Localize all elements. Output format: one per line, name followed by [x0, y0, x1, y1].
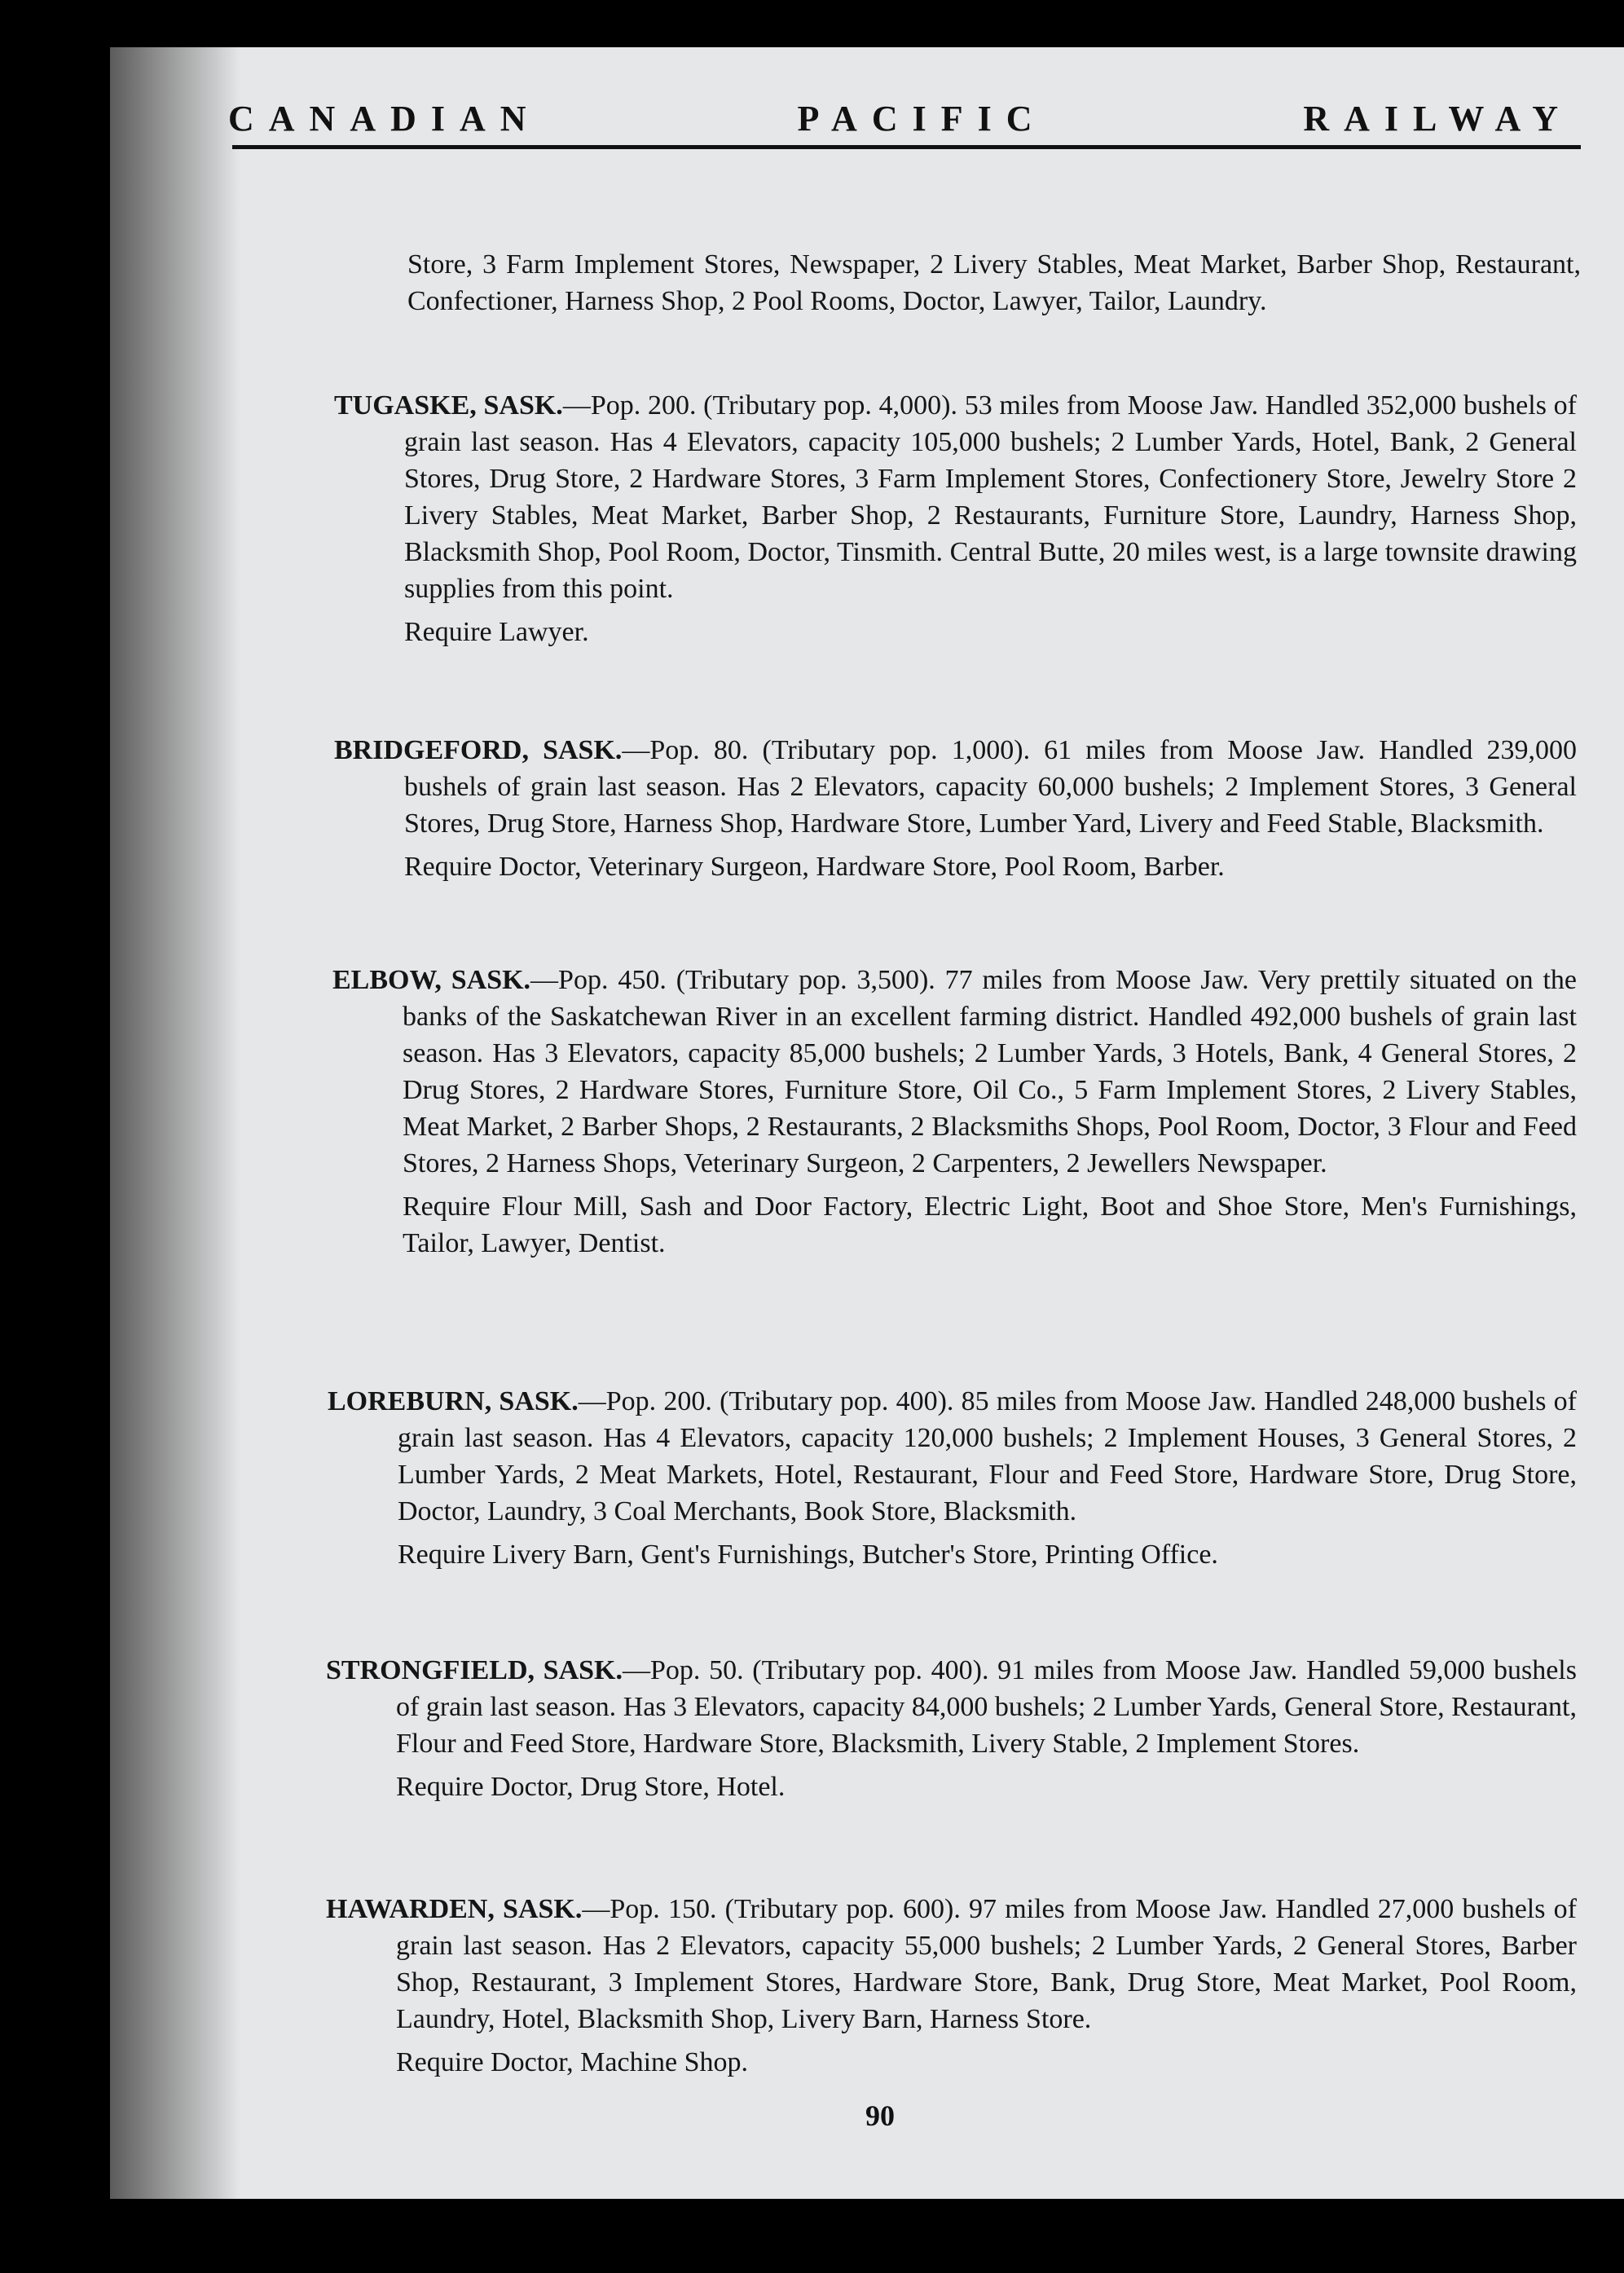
town-name: LOREBURN, SASK.	[328, 1386, 579, 1416]
requirement-text: Require Doctor, Machine Shop.	[396, 2047, 749, 2077]
header-word-railway: RAILWAY	[1303, 99, 1573, 139]
entry-paragraph	[326, 1652, 1577, 1762]
header-word-canadian: CANADIAN	[228, 99, 541, 139]
entry-text: —Pop. 200. (Tributary pop. 400). 85 miles from Moose Jaw. Handled 248,000 bushels of grain last season. Has 4 Elevators, capacity 120,000 bushels; 2 Implement Houses, 3 General Stores, 2 Lumber Yards, 2 Meat Markets, Hotel, Restaurant, Flour and Feed Store, Hardware Store, Drug Store, Doctor, Laundry, 3 Coal Merchants, Book Store, Blacksmith.	[398, 1386, 1578, 1526]
entry-text: —Pop. 150. (Tributary pop. 600). 97 miles from Moose Jaw. Handled 27,000 bushels of grain last season. Has 2 Elevators, capacity 55,000 bushels; 2 Lumber Yards, 2 General Stores, Barber Shop, Restaurant, 3 Implement Stores, Hardware Store, Bank, Drug Store, Meat Market, Pool Room, Laundry, Hotel, Blacksmith Shop, Livery Barn, Harness Store.	[396, 1894, 1577, 2034]
town-name: STRONGFIELD, SASK.	[326, 1655, 623, 1685]
entry-elbow	[332, 962, 1577, 1262]
header-rule	[232, 145, 1581, 149]
requirement-text: Require Flour Mill, Sash and Door Factory, Electric Light, Boot and Shoe Store, Men's Furnishings, Tailor, Lawyer, Dentist.	[403, 1192, 1577, 1258]
header-word-pacific: PACIFIC	[797, 99, 1047, 139]
entry-loreburn	[328, 1383, 1577, 1573]
entry-text: —Pop. 200. (Tributary pop. 4,000). 53 miles from Moose Jaw. Handled 352,000 bushels of grain last season. Has 4 Elevators, capacity 105,000 bushels; 2 Lumber Yards, Hotel, Bank, 2 General Stores, Drug Store, 2 Hardware Stores, 3 Farm Implement Stores, Confectionery Store, Jewelry Store 2 Livery Stables, Meat Market, Barber Shop, 2 Restaurants, Furniture Store, Laundry, Harness Shop, Blacksmith Shop, Pool Room, Doctor, Tinsmith. Central Butte, 20 miles west, is a large townsite drawing supplies from this point.	[404, 390, 1577, 604]
entry-strongfield	[326, 1652, 1577, 1805]
town-name: BRIDGEFORD, SASK.	[334, 735, 623, 765]
town-name: ELBOW, SASK.	[332, 965, 531, 995]
entry-bridgeford	[334, 732, 1577, 885]
requirement-text: Require Lawyer.	[404, 617, 589, 647]
entry-paragraph	[334, 732, 1577, 842]
town-name: TUGASKE, SASK.	[334, 390, 563, 421]
town-name: HAWARDEN, SASK.	[326, 1894, 583, 1924]
entry-paragraph	[332, 962, 1577, 1182]
entry-tugaske	[334, 387, 1577, 650]
requirement-text: Require Livery Barn, Gent's Furnishings, Butcher's Store, Printing Office.	[398, 1540, 1218, 1570]
binding-gutter	[110, 47, 240, 2199]
entry-text: —Pop. 450. (Tributary pop. 3,500). 77 miles from Moose Jaw. Very prettily situated on the banks of the Saskatchewan River in an excellent farming district. Handled 492,000 bushels of grain last season. Has 3 Elevators, capacity 85,000 bushels; 2 Lumber Yards, 3 Hotels, Bank, 4 General Stores, 2 Drug Stores, 2 Hardware Stores, Furniture Store, Oil Co., 5 Farm Implement Stores, 2 Livery Stables, Meat Market, 2 Barber Shops, 2 Restaurants, 2 Blacksmiths Shops, Pool Room, Doctor, 3 Flour and Feed Stores, 2 Harness Shops, Veterinary Surgeon, 2 Carpenters, 2 Jewellers Newspaper.	[403, 965, 1577, 1178]
requirement-text: Require Doctor, Veterinary Surgeon, Hardware Store, Pool Room, Barber.	[404, 852, 1225, 882]
entry-text: —Pop. 50. (Tributary pop. 400). 91 miles from Moose Jaw. Handled 59,000 bushels of grain last season. Has 3 Elevators, capacity 84,000 bushels; 2 Lumber Yards, General Store, Restaurant, Flour and Feed Store, Hardware Store, Blacksmith, Livery Stable, 2 Implement Stores.	[396, 1655, 1577, 1759]
entry-paragraph	[334, 387, 1577, 607]
entry-paragraph	[326, 1891, 1577, 2037]
entry-paragraph	[328, 1383, 1577, 1530]
entry-hawarden	[326, 1891, 1577, 2081]
page-number: 90	[865, 2099, 895, 2132]
requirement-text: Require Doctor, Drug Store, Hotel.	[396, 1772, 786, 1802]
continuation-text: Store, 3 Farm Implement Stores, Newspaper, 2 Livery Stables, Meat Market, Barber Shop, Restaurant, Confectioner, Harness Shop, 2 Pool Rooms, Doctor, Lawyer, Tailor, Laundry.	[407, 249, 1581, 316]
continuation-paragraph	[407, 246, 1581, 319]
entry-text: —Pop. 80. (Tributary pop. 1,000). 61 miles from Moose Jaw. Handled 239,000 bushels of grain last season. Has 2 Elevators, capacity 60,000 bushels; 2 Implement Stores, 3 General Stores, Drug Store, Harness Shop, Hardware Store, Lumber Yard, Livery and Feed Stable, Blacksmith.	[404, 735, 1577, 839]
